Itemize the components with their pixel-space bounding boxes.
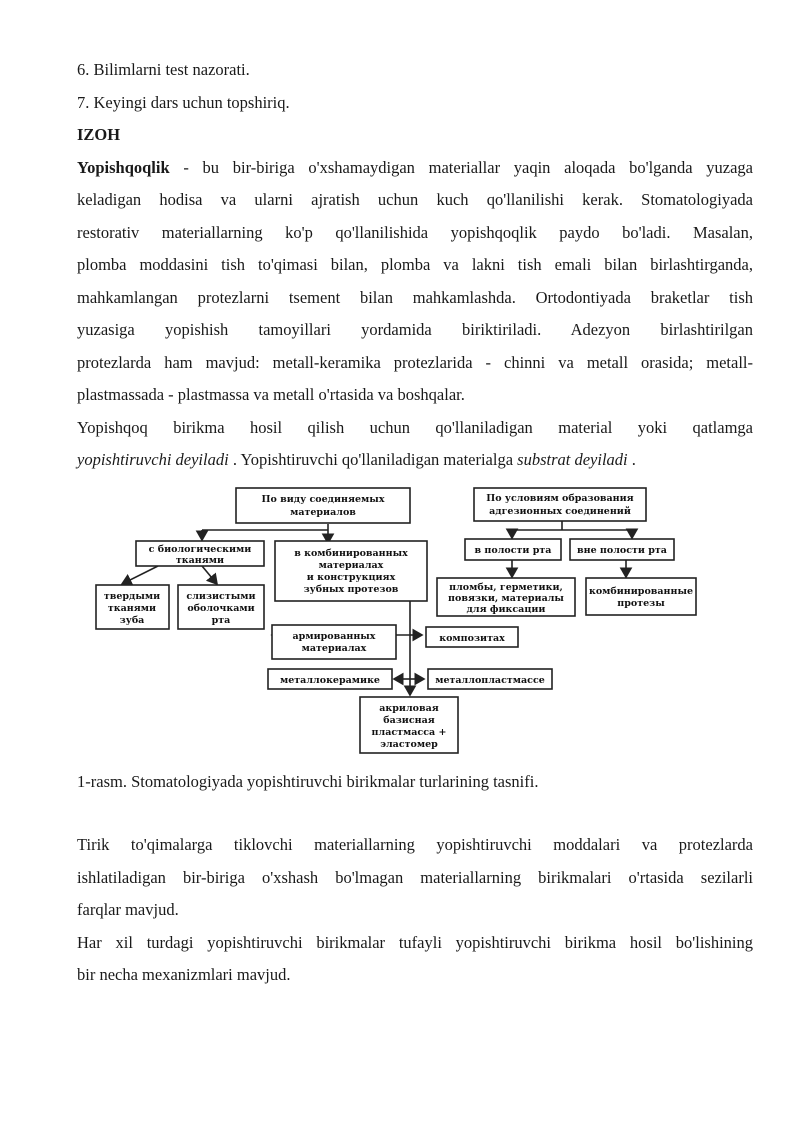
svg-text:зубных протезов: зубных протезов [303,584,399,595]
paragraph-2-text: . Yopishtiruvchi qo'llaniladigan materialga [228,450,518,469]
paragraph-4-line: Har xil turdagi yopishtiruvchi birikmalar tufayli yopishtiruvchi birikma hosil bo'lishining [77,932,753,952]
paragraph-4-line: bir necha mexanizmlari mavjud. [77,965,291,984]
node-composites [426,627,518,647]
paragraph-3-line: Tirik to'qimalarga tiklovchi materiallarning yopishtiruvchi moddalari va protezlarda [77,835,753,854]
paragraph-1-line: plastmassada - plastmassa va metall o'rtasida va boshqalar. [77,385,465,404]
paragraph-3-line: farqlar mavjud. [77,900,179,919]
svg-text:для фиксации: для фиксации [466,604,546,615]
svg-text:По условиям образования: По условиям образования [486,493,634,504]
classification-diagram [92,483,708,755]
paragraph-1-line [77,152,753,185]
node-mucosa [178,585,264,629]
lower-text [77,829,753,992]
node-metal-ceramics [268,669,392,689]
svg-text:материалах: материалах [318,560,384,571]
node-bio-tissues [136,541,264,566]
paragraph-1-line: restorativ materiallarning ko'p qo'llanilishida yopishqoqlik paydo bo'ladi. Masalan, [77,222,753,242]
paragraph-1-line: keladigan hodisa va ularni ajratish uchun kuch qo'llanilishi kerak. Stomatologiyada [77,190,753,209]
node-metal-plastics [428,669,552,689]
node-out-mouth [570,539,674,560]
term-adhesive: yopishtiruvchi deyiladi [77,450,229,469]
svg-text:пластмасса +: пластмасса + [371,727,447,738]
paragraph-1-line: mahkamlangan protezlarni tsement bilan mahkamlashda. Ortodontiyada braketlar tish [77,287,753,307]
paragraph-2-end: . [627,450,636,469]
svg-text:протезы: протезы [617,598,665,609]
svg-text:По виду соединяемых: По виду соединяемых [261,494,385,505]
svg-text:пломбы, герметики,: пломбы, герметики, [449,582,563,593]
svg-text:в комбинированных: в комбинированных [294,548,408,559]
svg-text:металлокерамике: металлокерамике [280,675,380,686]
paragraph-2-line: Yopishqoq birikma hosil qilish uchun qo'llaniladigan material yoki qatlamga [77,417,753,437]
paragraph-2-line [77,444,753,477]
svg-text:оболочками: оболочками [187,603,255,614]
svg-text:твердыми: твердыми [103,591,161,602]
svg-text:и конструкциях: и конструкциях [306,572,396,583]
node-reinforced [272,625,396,659]
figure-caption: 1-rasm. Stomatologiyada yopishtiruvchi birikmalar turlarining tasnifi. [77,772,539,791]
svg-text:вне полости рта: вне полости рта [577,545,667,556]
node-combined-prostheses [586,578,696,615]
svg-text:в полости рта: в полости рта [474,545,552,556]
svg-text:повязки, материалы: повязки, материалы [448,593,564,604]
svg-text:армированных: армированных [292,631,376,642]
paragraph-3-line: ishlatiladigan bir-biriga o'xshash bo'lmagan materiallarning birikmalari o'rtasida sezilarli [77,867,753,887]
svg-text:с биологическими: с биологическими [148,544,252,555]
svg-text:слизистыми: слизистыми [186,591,256,602]
term-substrate: substrat deyiladi [517,450,628,469]
paragraph-1-line: plomba moddasini tish to'qimasi bilan, plomba va lakni tish emali bilan birlashtirganda, [77,255,753,274]
node-by-condition [474,488,646,521]
paragraph-1-line: yuzasiga yopishish tamoyillari yordamida biriktiriladi. Adezyon birlashtirilgan [77,320,753,339]
svg-text:тканями: тканями [175,555,225,566]
svg-text:материалах: материалах [301,643,367,654]
svg-text:тканями: тканями [107,603,157,614]
node-acrylic [360,697,458,753]
svg-text:металлопластмассе: металлопластмассе [435,675,545,686]
upper-text [77,54,753,477]
term-yopishqoqlik: Yopishqoqlik [77,157,170,177]
section-heading: IZOH [77,125,121,144]
list-item-7: 7. Keyingi dars uchun topshiriq. [77,92,290,112]
node-combined [275,541,427,601]
paragraph-1-text: - bu bir-biriga o'xshamaydigan materiallar yaqin aloqada bo'lganda yuzaga [169,157,753,177]
svg-text:композитах: композитах [439,633,505,644]
paragraph-1-line: protezlarda ham mavjud: metall-keramika protezlarida - chinni va metall orasida; metall- [77,352,753,372]
node-hard-tissues [96,585,169,629]
list-item-6: 6. Bilimlarni test nazorati. [77,60,250,79]
svg-text:зуба: зуба [119,615,145,626]
node-in-mouth [465,539,561,560]
svg-text:базисная: базисная [383,715,435,726]
svg-text:рта: рта [211,615,231,626]
svg-text:комбинированные: комбинированные [588,586,694,597]
svg-text:адгезионных соединений: адгезионных соединений [489,506,631,517]
svg-text:материалов: материалов [290,507,356,518]
node-by-material [236,488,410,523]
svg-text:эластомер: эластомер [380,739,438,750]
svg-text:акриловая: акриловая [379,703,439,714]
node-fillings [437,578,575,616]
